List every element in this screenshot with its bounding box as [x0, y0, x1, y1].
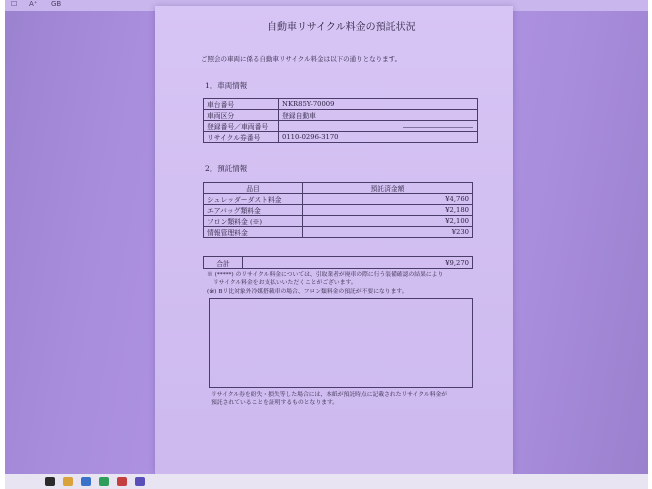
start-icon[interactable] [45, 477, 55, 486]
note-text: ※ (*****) のリサイクル料金については、引取業者が廃車の際に行う装備確認の結果により [207, 272, 444, 278]
vehicle-value [279, 121, 478, 132]
taskbar [5, 474, 648, 489]
table-row [204, 205, 473, 216]
total-table [203, 256, 473, 269]
remarks-box [209, 298, 473, 388]
table-row [204, 121, 478, 132]
folder-icon[interactable] [63, 477, 73, 486]
topbar-item[interactable]: GB [51, 0, 62, 8]
deposit-amount: ¥230 [303, 227, 473, 238]
vehicle-label: 車両区分 [204, 110, 279, 121]
vehicle-label: 登録番号／車両番号 [204, 121, 279, 132]
vehicle-value: NKR85Y-70009 [279, 99, 478, 110]
deposit-amount: ¥4,760 [303, 194, 473, 205]
total-label: 合計 [204, 257, 243, 269]
app-icon[interactable] [99, 477, 109, 486]
topbar-item[interactable]: ☐ [11, 0, 18, 8]
deposit-amount: ¥2,100 [303, 216, 473, 227]
deposit-item: フロン類料金 (※) [204, 216, 303, 227]
monitor-screen [5, 0, 648, 474]
deposit-item: エアバッグ類料金 [204, 205, 303, 216]
table-row [204, 99, 478, 110]
note-text: (※) Bリ比対象外冷媒搭載車の場合、フロン類料金の預託が不要になります。 [207, 289, 408, 295]
table-row [204, 194, 473, 205]
deposit-table [203, 182, 473, 238]
table-row [204, 132, 478, 143]
browser-icon[interactable] [81, 477, 91, 486]
vehicle-label: 車台番号 [204, 99, 279, 110]
topbar-item[interactable]: A⁺ [29, 0, 38, 8]
app-icon[interactable] [117, 477, 127, 486]
column-header-item: 品目 [204, 183, 303, 194]
note-text: リサイクル料金をお支払いいただくことがございます。 [213, 280, 357, 286]
vehicle-info-table [203, 98, 478, 143]
document-page [155, 6, 513, 474]
section-vehicle-heading: 1．車両情報 [205, 81, 248, 90]
table-row [204, 110, 478, 121]
deposit-item: 情報管理料金 [204, 227, 303, 238]
document-title: 自動車リサイクル料金の預託状況 [267, 22, 416, 33]
footer-text: リサイクル券を紛失・損失等した場合には、本紙が預託時点に記載されたリサイクル料金が [211, 392, 448, 398]
table-row [204, 227, 473, 238]
deposit-amount: ¥2,180 [303, 205, 473, 216]
vehicle-label: リサイクル券番号 [204, 132, 279, 143]
intro-text: ご照会の車両に係る自動車リサイクル料金は以下の通りとなります。 [201, 55, 402, 63]
table-header-row [204, 183, 473, 194]
table-row [204, 257, 473, 269]
vehicle-value: 0110-0296-3170 [279, 132, 478, 143]
table-row [204, 216, 473, 227]
ink-line [403, 127, 473, 128]
footer-text: 預託されていることを証明するものとなります。 [211, 400, 339, 406]
section-deposit-heading: 2．預託情報 [205, 164, 248, 173]
deposit-item: シュレッダーダスト料金 [204, 194, 303, 205]
column-header-amount: 預託済金額 [303, 183, 473, 194]
total-value: ¥9,270 [243, 257, 473, 269]
app-icon[interactable] [135, 477, 145, 486]
vehicle-value: 登録自動車 [279, 110, 478, 121]
